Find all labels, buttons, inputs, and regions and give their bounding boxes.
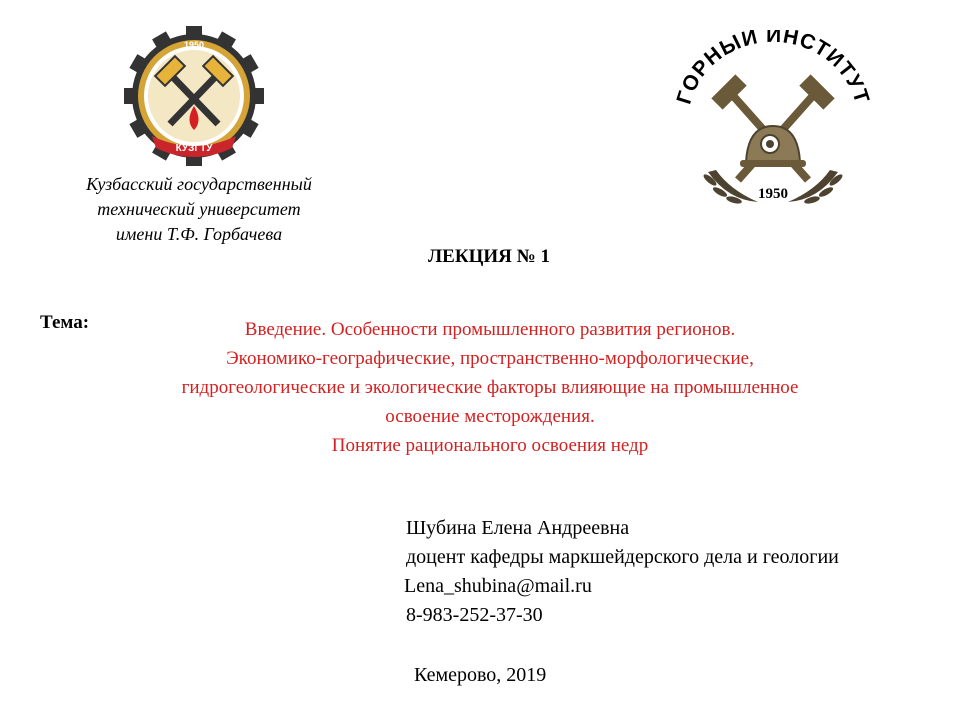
university-name-line: имени Т.Ф. Горбачева	[115, 224, 283, 244]
topic-line: гидрогеологические и экологические факторы влияющие на промышленное	[181, 377, 799, 398]
author-name: Шубина Елена Андреевна	[406, 517, 630, 539]
helmet-icon	[740, 126, 806, 167]
university-name-line: технический университет	[97, 199, 301, 219]
university-name-line: Кузбасский государственный	[86, 174, 312, 194]
topic-line: Введение. Особенности промышленного развития регионов.	[244, 319, 736, 340]
topic-line: Экономико-географические, пространственно-морфологические,	[226, 348, 754, 369]
university-name	[40, 172, 358, 247]
topic-label: Тема:	[40, 312, 90, 333]
topic-text	[80, 315, 900, 460]
institute-logo	[668, 30, 878, 220]
topic-line: Понятие рационального освоения недр	[331, 435, 649, 456]
topic-line: освоение месторождения.	[385, 406, 595, 427]
author-position: доцент кафедры маркшейдерского дела и геологии	[406, 546, 839, 568]
author-block	[406, 514, 839, 630]
author-phone: 8-983-252-37-30	[406, 604, 543, 626]
university-logo-ribbon: КУЗГТУ	[175, 143, 213, 154]
city-year: Кемерово, 2019	[414, 664, 547, 686]
author-email-link[interactable]: Lena_shubina@mail.ru	[404, 575, 592, 597]
institute-logo-year: 1950	[758, 186, 788, 202]
institute-logo-arc-text: ГОРНЫЙ ИНСТИТУТ	[672, 30, 874, 107]
university-logo-year: 1950	[183, 40, 205, 50]
university-logo	[122, 24, 266, 168]
lecture-title: ЛЕКЦИЯ № 1	[428, 246, 550, 267]
